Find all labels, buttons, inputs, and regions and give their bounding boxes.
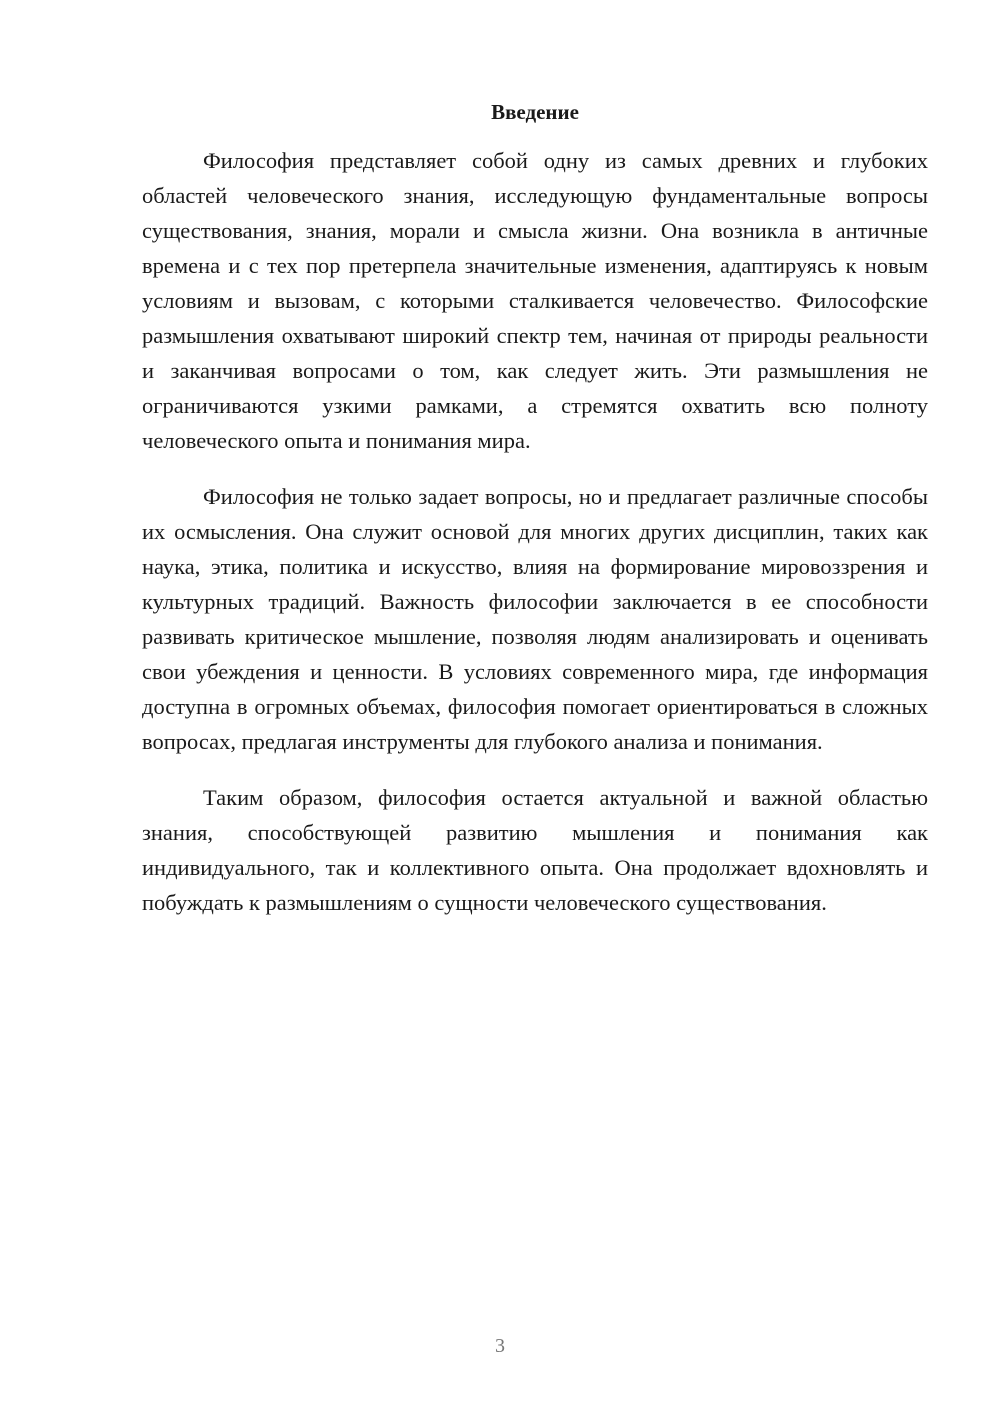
- page-title: Введение: [491, 100, 579, 124]
- page-number: 3: [495, 1335, 505, 1357]
- document-body: [142, 143, 928, 941]
- paragraph-2: Философия не только задает вопросы, но и предлагает различные способы их осмысления. Она служит основой для многих других дисциплин, таких как наука, этика, политика и искусство, влияя на формирование мировоззрения и культурных традиций. Важность философии заключается в ее способности развивать критическое мышление, позволяя людям анализировать и оценивать свои убеждения и ценности. В условиях современного мира, где информация доступна в огромных объемах, философия помогает ориентироваться в сложных вопросах, предлагая инструменты для глубокого анализа и понимания.: [142, 484, 928, 754]
- paragraph-1: Философия представляет собой одну из самых древних и глубоких областей человеческого знания, исследующую фундаментальные вопросы существования, знания, морали и смысла жизни. Она возникла в античные времена и с тех пор претерпела значительные изменения, адаптируясь к новым условиям и вызовам, с которыми сталкивается человечество. Философские размышления охватывают широкий спектр тем, начиная от природы реальности и заканчивая вопросами о том, как следует жить. Эти размышления не ограничиваются узкими рамками, а стремятся охватить всю полноту человеческого опыта и понимания мира.: [142, 148, 928, 453]
- paragraph-3: Таким образом, философия остается актуальной и важной областью знания, способствующей развитию мышления и понимания как индивидуального, так и коллективного опыта. Она продолжает вдохновлять и побуждать к размышлениям о сущности человеческого существования.: [142, 785, 928, 915]
